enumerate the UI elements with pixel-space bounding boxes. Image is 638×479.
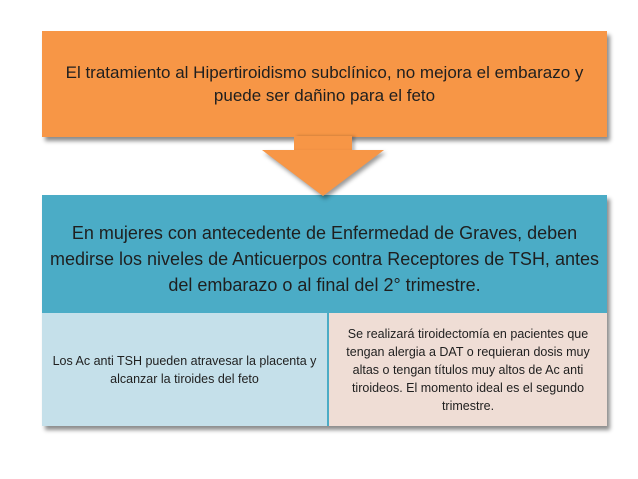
right-detail-cell [329, 313, 607, 426]
right-detail-text: Se realizará tiroidectomía en pacientes que tengan alergia a DAT o requieran dosis muy altas o tengan títulos muy altos de Ac anti tiroideos. El momento ideal es el segundo trimestre. [346, 326, 590, 413]
top-callout-text: El tratamiento al Hipertiroidismo subclínico, no mejora el embarazo y puede ser dañino para el feto [65, 63, 584, 105]
down-arrow-icon [262, 150, 384, 196]
left-detail-cell [42, 313, 327, 426]
left-detail-text: Los Ac anti TSH pueden atravesar la placenta y alcanzar la tiroides del feto [52, 353, 317, 386]
bottom-header-text: En mujeres con antecedente de Enfermedad de Graves, deben medirse los niveles de Anticuerpos contra Receptores de TSH, antes del embarazo o al final del 2° trimestre. [50, 223, 599, 295]
bottom-info-box [42, 195, 607, 426]
bottom-header [42, 195, 607, 313]
top-callout-box [42, 31, 607, 137]
